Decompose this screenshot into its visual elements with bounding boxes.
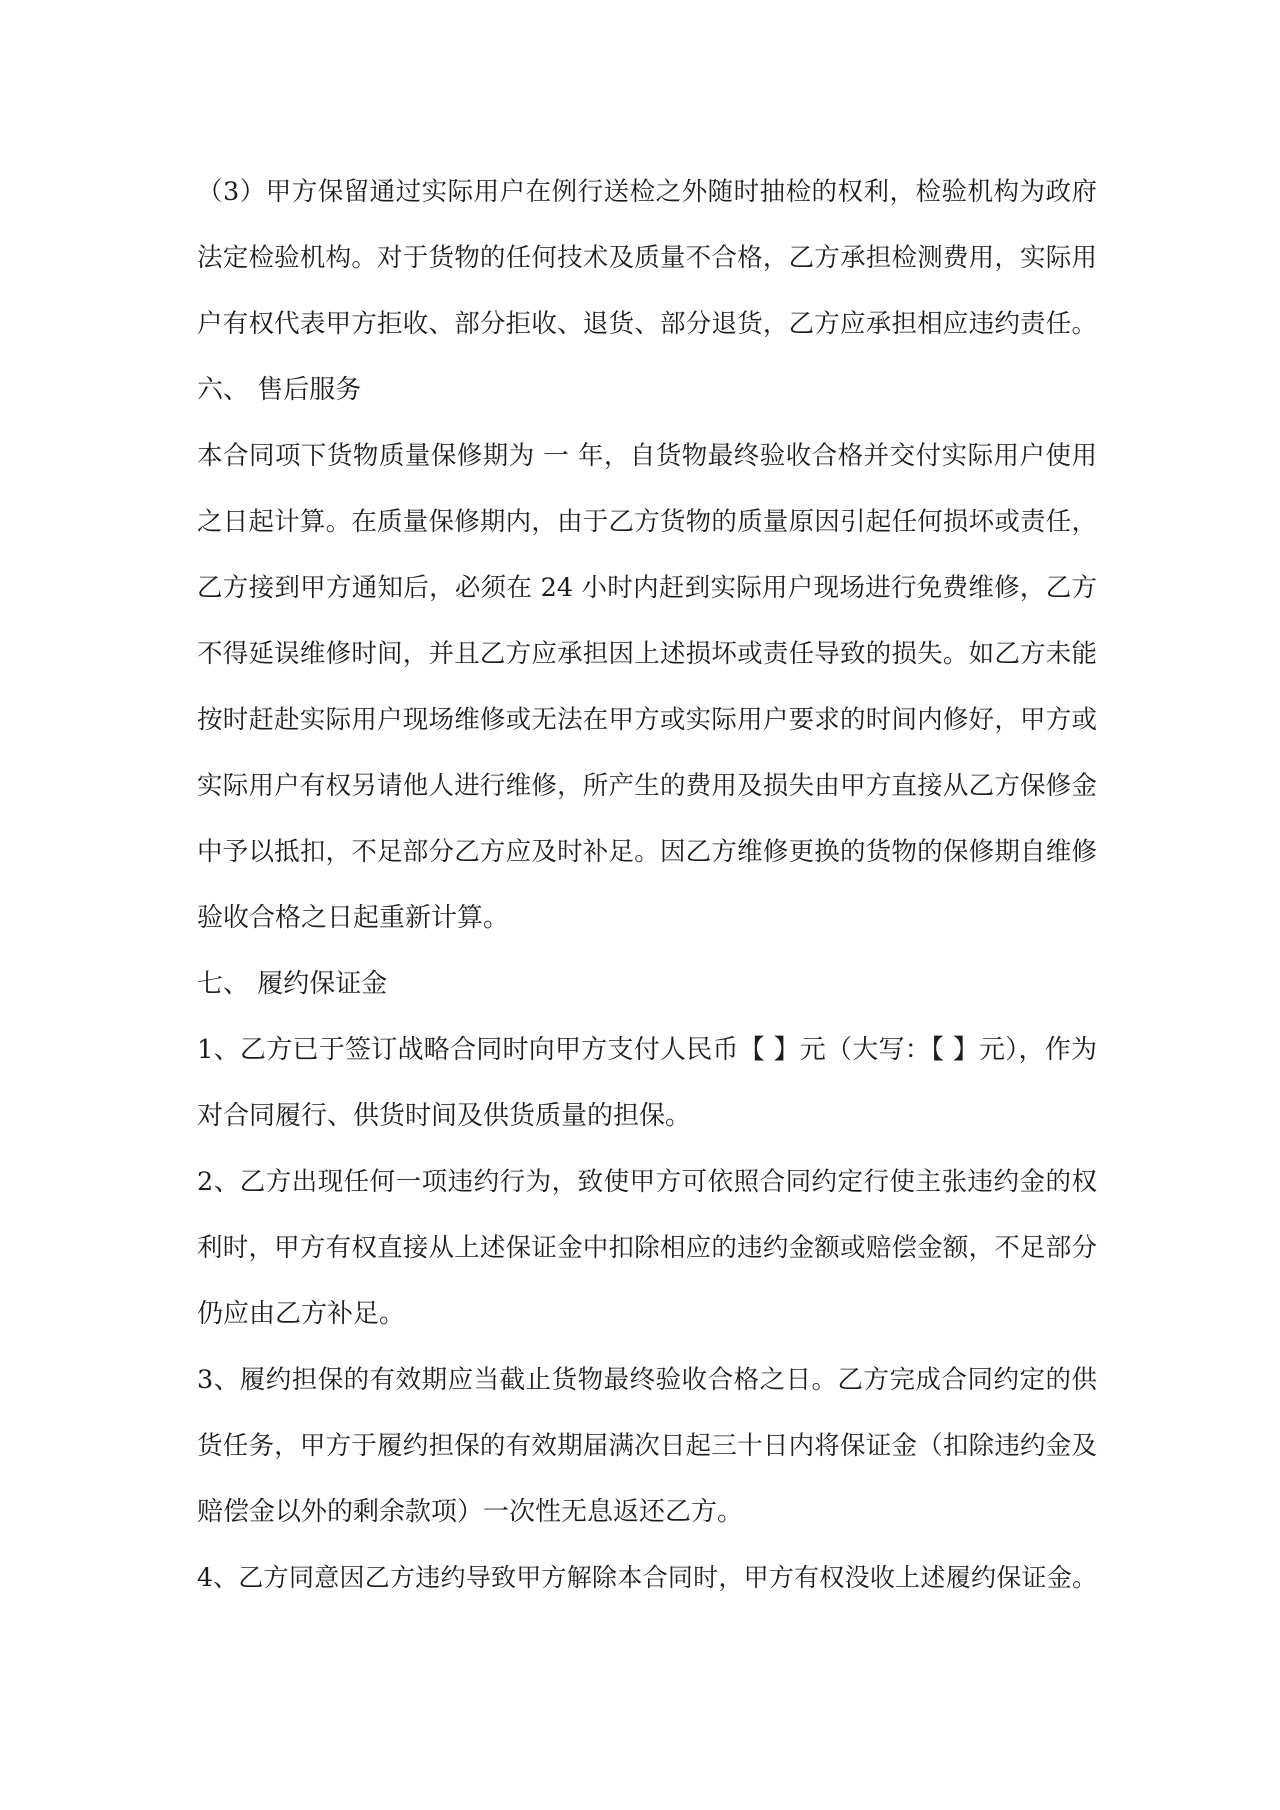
paragraph-line: 法定检验机构。对于货物的任何技术及质量不合格，乙方承担检测费用，实际用 [197, 243, 1097, 273]
paragraph-line: （3）甲方保留通过实际用户在例行送检之外随时抽检的权利，检验机构为政府 [197, 177, 1097, 207]
paragraph-line: 验收合格之日起重新计算。 [197, 903, 510, 933]
paragraph-line: 不得延误维修时间，并且乙方应承担因上述损坏或责任导致的损失。如乙方未能 [197, 639, 1097, 669]
paragraph-line: 利时，甲方有权直接从上述保证金中扣除相应的违约金额或赔偿金额，不足部分 [197, 1233, 1097, 1263]
paragraph-line: 户有权代表甲方拒收、部分拒收、退货、部分退货，乙方应承担相应违约责任。 [197, 309, 1097, 339]
paragraph-line: 之日起计算。在质量保修期内，由于乙方货物的质量原因引起任何损坏或责任， [197, 507, 1097, 537]
paragraph-line: 乙方接到甲方通知后，必须在 24 小时内赶到实际用户现场进行免费维修，乙方 [197, 573, 1097, 603]
paragraph-line: 本合同项下货物质量保修期为 一 年，自货物最终验收合格并交付实际用户使用 [197, 441, 1097, 471]
paragraph-line: 按时赶赴实际用户现场维修或无法在甲方或实际用户要求的时间内修好，甲方或 [197, 705, 1097, 735]
paragraph-line: 4、乙方同意因乙方违约导致甲方解除本合同时，甲方有权没收上述履约保证金。 [197, 1563, 1097, 1592]
paragraph-line: 1、乙方已于签订战略合同时向甲方支付人民币【 】元（大写：【 】元），作为 [197, 1035, 1097, 1065]
paragraph-line: 对合同履行、供货时间及供货质量的担保。 [197, 1101, 692, 1131]
paragraph-line: 仍应由乙方补足。 [197, 1299, 406, 1329]
section-heading-performance-bond: 七、 履约保证金 [197, 969, 388, 999]
paragraph-line: 3、履约担保的有效期应当截止货物最终验收合格之日。乙方完成合同约定的供 [197, 1365, 1097, 1395]
paragraph-line: 货任务，甲方于履约担保的有效期届满次日起三十日内将保证金（扣除违约金及 [197, 1431, 1097, 1461]
paragraph-line: 赔偿金以外的剩余款项）一次性无息返还乙方。 [197, 1497, 744, 1527]
paragraph-line: 实际用户有权另请他人进行维修，所产生的费用及损失由甲方直接从乙方保修金 [197, 771, 1097, 801]
section-heading-after-sales: 六、 售后服务 [197, 375, 362, 405]
paragraph-line: 中予以抵扣，不足部分乙方应及时补足。因乙方维修更换的货物的保修期自维修 [197, 837, 1097, 867]
paragraph-line: 2、乙方出现任何一项违约行为，致使甲方可依照合同约定行使主张违约金的权 [197, 1167, 1097, 1197]
